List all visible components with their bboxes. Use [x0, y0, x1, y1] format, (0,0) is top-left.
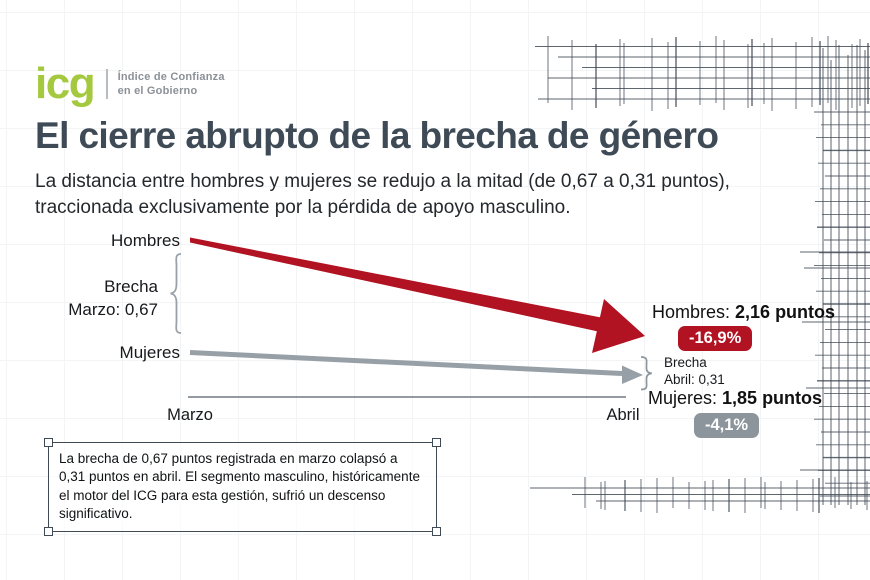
brecha-marzo-label [0, 276, 158, 322]
hombres-change-badge: -16,9% [678, 326, 752, 351]
selection-handle-bottom-right[interactable] [432, 527, 441, 536]
hombres-april-value [652, 302, 835, 323]
logo-tagline-line1: Índice de Confianza [117, 70, 225, 83]
brecha-marzo-line2: Marzo: 0,67 [68, 299, 158, 319]
selection-handle-top-left[interactable] [44, 438, 53, 447]
page-title: El cierre abrupto de la brecha de género [35, 115, 719, 156]
brecha-abril-brace [641, 357, 652, 390]
selection-handle-top-right[interactable] [432, 438, 441, 447]
x-tick-marzo: Marzo [167, 406, 213, 424]
page-subtitle: La distancia entre hombres y mujeres se redujo a la mitad (de 0,67 a 0,31 puntos), traccionada exclusivamente por la pérdida de apoyo masculino. [35, 171, 730, 219]
hombres-arrow-head [592, 299, 645, 353]
mujeres-april-value [648, 388, 822, 409]
hombres-arrow-body [190, 238, 601, 332]
logo-icg-text: icg [35, 59, 95, 108]
series-label-mujeres: Mujeres [119, 343, 180, 362]
mujeres-value-prefix: Mujeres: [648, 388, 718, 408]
brecha-abril-label [664, 355, 725, 388]
note-text-box[interactable] [48, 442, 437, 532]
logo [35, 59, 225, 108]
selection-handle-bottom-left[interactable] [44, 527, 53, 536]
series-label-hombres: Hombres [111, 231, 180, 250]
brecha-abril-line2: Abril: 0,31 [664, 371, 725, 387]
logo-separator [106, 69, 108, 99]
mujeres-arrow-head [622, 366, 643, 385]
brecha-marzo-line1: Brecha [104, 277, 158, 296]
hombres-value-number: 2,16 puntos [735, 302, 836, 322]
brecha-marzo-brace [171, 254, 182, 333]
brecha-abril-line1: Brecha [664, 355, 707, 370]
hombres-value-prefix: Hombres: [652, 302, 731, 322]
mujeres-value-number: 1,85 puntos [722, 388, 823, 408]
x-tick-abril: Abril [606, 406, 640, 424]
note-text: La brecha de 0,67 puntos registrada en marzo colapsó a 0,31 puntos en abril. El segmento masculino, históricamente el motor del ICG para esta gestión, sufrió un descenso significativo. [59, 451, 420, 522]
mujeres-change-badge: -4,1% [694, 413, 759, 438]
logo-tagline-line2: en el Gobierno [117, 85, 198, 97]
mujeres-arrow-body [190, 353, 622, 374]
logo-tagline [118, 70, 225, 99]
